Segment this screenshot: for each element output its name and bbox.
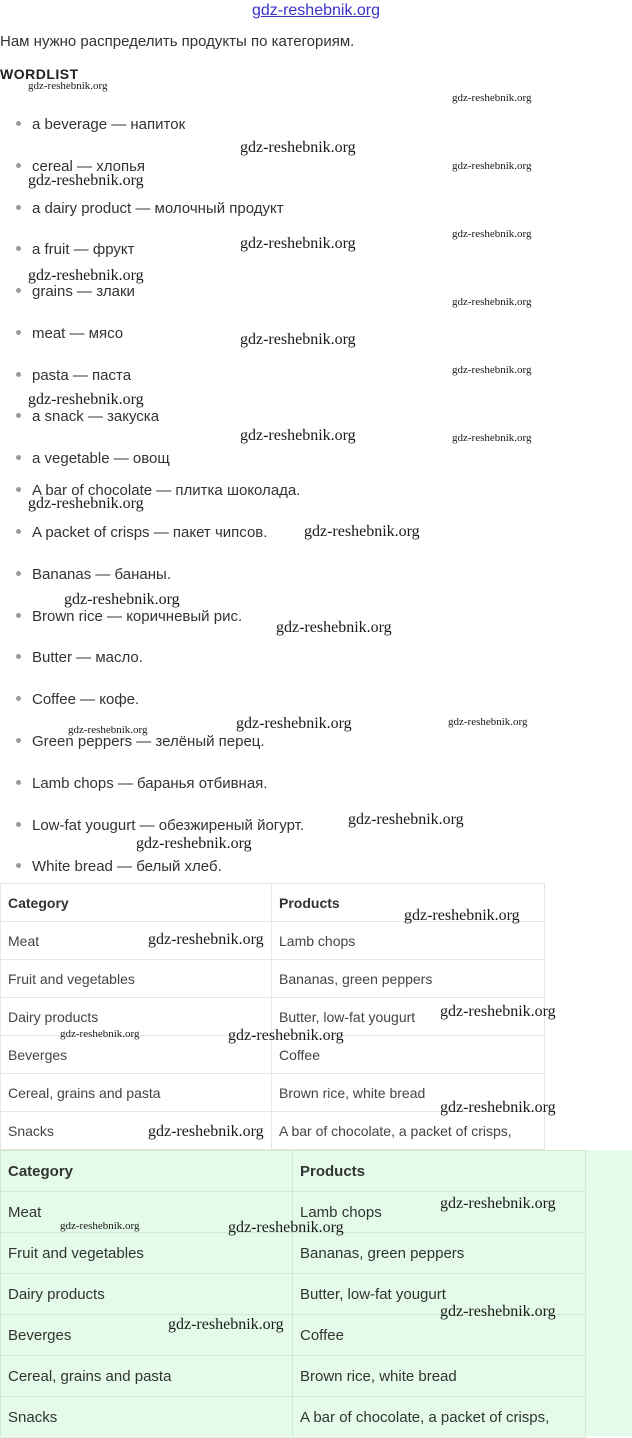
- bullet-icon: [16, 163, 21, 168]
- watermark: gdz-reshebnik.org: [236, 715, 352, 732]
- watermark: gdz-reshebnik.org: [240, 427, 356, 444]
- site-header-link[interactable]: gdz-reshebnik.org: [251, 2, 381, 19]
- wordlist-title: WORDLIST: [0, 66, 79, 82]
- category-cell: Fruit and vegetables: [1, 1233, 293, 1274]
- bullet-icon: [16, 121, 21, 126]
- watermark: gdz-reshebnik.org: [60, 1028, 140, 1040]
- bullet-icon: [16, 288, 21, 293]
- bullet-icon: [16, 529, 21, 534]
- bullet-icon: [16, 205, 21, 210]
- wordlist-item: a snack — закуска: [16, 408, 159, 425]
- products-cell: Bananas, green peppers: [293, 1233, 586, 1274]
- watermark: gdz-reshebnik.org: [348, 811, 464, 828]
- products-cell: Brown rice, white bread: [272, 1074, 545, 1112]
- watermark: gdz-reshebnik.org: [452, 160, 532, 172]
- wordlist-item: meat — мясо: [16, 325, 123, 342]
- products-cell: A bar of chocolate, a packet of crisps,: [272, 1112, 545, 1150]
- bullet-icon: [16, 780, 21, 785]
- bullet-icon: [16, 330, 21, 335]
- table-header-row: [1, 1151, 586, 1192]
- category-cell: Dairy products: [1, 998, 272, 1036]
- wordlist-item: White bread — белый хлеб.: [16, 858, 222, 875]
- watermark: gdz-reshebnik.org: [64, 591, 180, 608]
- header-category: Category: [1, 1151, 293, 1192]
- products-cell: A bar of chocolate, a packet of crisps,: [293, 1397, 586, 1438]
- watermark: gdz-reshebnik.org: [28, 80, 108, 92]
- header-products: Products: [272, 884, 545, 922]
- watermark: gdz-reshebnik.org: [136, 835, 252, 852]
- watermark: gdz-reshebnik.org: [440, 1303, 556, 1320]
- wordlist-item: Lamb chops — баранья отбивная.: [16, 775, 267, 792]
- wordlist-item: a fruit — фрукт: [16, 241, 134, 258]
- bullet-icon: [16, 822, 21, 827]
- bullet-icon: [16, 413, 21, 418]
- wordlist-item: A packet of crisps — пакет чипсов.: [16, 524, 267, 541]
- watermark: gdz-reshebnik.org: [452, 296, 532, 308]
- wordlist-item: a beverage — напиток: [16, 116, 185, 133]
- wordlist-item: Green peppers — зелёный перец.: [16, 733, 265, 750]
- products-cell: Coffee: [293, 1315, 586, 1356]
- table-row: [1, 1233, 586, 1274]
- answer-table: [0, 1150, 586, 1438]
- table-row: [1, 960, 545, 998]
- watermark: gdz-reshebnik.org: [452, 228, 532, 240]
- wordlist-item: Coffee — кофе.: [16, 691, 139, 708]
- watermark: gdz-reshebnik.org: [240, 331, 356, 348]
- table-row: [1, 1112, 545, 1150]
- watermark: gdz-reshebnik.org: [440, 1195, 556, 1212]
- watermark: gdz-reshebnik.org: [440, 1003, 556, 1020]
- watermark: gdz-reshebnik.org: [304, 523, 420, 540]
- wordlist-item: Butter — масло.: [16, 649, 143, 666]
- watermark: gdz-reshebnik.org: [452, 364, 532, 376]
- watermark: gdz-reshebnik.org: [228, 1219, 344, 1236]
- watermark: gdz-reshebnik.org: [28, 391, 144, 408]
- table-row: [1, 1397, 586, 1438]
- category-cell: Snacks: [1, 1112, 272, 1150]
- wordlist-item: Low-fat yougurt — обезжиреный йогурт.: [16, 817, 304, 834]
- wordlist-item: A bar of chocolate — плитка шоколада.: [16, 482, 300, 499]
- watermark: gdz-reshebnik.org: [240, 235, 356, 252]
- products-cell: Coffee: [272, 1036, 545, 1074]
- bullet-icon: [16, 696, 21, 701]
- wordlist-item: a vegetable — овощ: [16, 450, 170, 467]
- products-cell: Bananas, green peppers: [272, 960, 545, 998]
- wordlist-item: cereal — хлопья: [16, 158, 145, 175]
- watermark: gdz-reshebnik.org: [28, 172, 144, 189]
- bullet-icon: [16, 654, 21, 659]
- products-cell: Brown rice, white bread: [293, 1356, 586, 1397]
- category-cell: Beverges: [1, 1036, 272, 1074]
- watermark: gdz-reshebnik.org: [276, 619, 392, 636]
- watermark: gdz-reshebnik.org: [148, 931, 264, 948]
- watermark: gdz-reshebnik.org: [28, 495, 144, 512]
- watermark: gdz-reshebnik.org: [228, 1027, 344, 1044]
- wordlist-item: a dairy product — молочный продукт: [16, 200, 284, 217]
- wordlist-item: Brown rice — коричневый рис.: [16, 608, 242, 625]
- intro-text: Нам нужно распределить продукты по категориям.: [0, 33, 355, 50]
- watermark: gdz-reshebnik.org: [60, 1220, 140, 1232]
- bullet-icon: [16, 246, 21, 251]
- header-products: Products: [293, 1151, 586, 1192]
- wordlist-item: pasta — паста: [16, 367, 131, 384]
- category-cell: Cereal, grains and pasta: [1, 1074, 272, 1112]
- watermark: gdz-reshebnik.org: [240, 139, 356, 156]
- watermark: gdz-reshebnik.org: [404, 907, 520, 924]
- category-cell: Cereal, grains and pasta: [1, 1356, 293, 1397]
- products-cell: Butter, low-fat yougurt: [272, 998, 545, 1036]
- products-cell: Lamb chops: [272, 922, 545, 960]
- watermark: gdz-reshebnik.org: [28, 267, 144, 284]
- wordlist-item: grains — злаки: [16, 283, 135, 300]
- table-row: [1, 922, 545, 960]
- bullet-icon: [16, 613, 21, 618]
- category-cell: Fruit and vegetables: [1, 960, 272, 998]
- products-cell: Butter, low-fat yougurt: [293, 1274, 586, 1315]
- bullet-icon: [16, 571, 21, 576]
- bullet-icon: [16, 738, 21, 743]
- category-cell: Snacks: [1, 1397, 293, 1438]
- watermark: gdz-reshebnik.org: [440, 1099, 556, 1116]
- watermark: gdz-reshebnik.org: [148, 1123, 264, 1140]
- category-cell: Dairy products: [1, 1274, 293, 1315]
- watermark: gdz-reshebnik.org: [452, 432, 532, 444]
- header-category: Category: [1, 884, 272, 922]
- category-cell: Meat: [1, 1192, 293, 1233]
- watermark: gdz-reshebnik.org: [68, 724, 148, 736]
- products-cell: Lamb chops: [293, 1192, 586, 1233]
- bullet-icon: [16, 863, 21, 868]
- watermark: gdz-reshebnik.org: [168, 1316, 284, 1333]
- bullet-icon: [16, 455, 21, 460]
- watermark: gdz-reshebnik.org: [448, 716, 528, 728]
- category-cell: Meat: [1, 922, 272, 960]
- bullet-icon: [16, 487, 21, 492]
- table-row: [1, 1356, 586, 1397]
- watermark: gdz-reshebnik.org: [452, 92, 532, 104]
- category-cell: Beverges: [1, 1315, 293, 1356]
- wordlist-item: Bananas — бананы.: [16, 566, 171, 583]
- bullet-icon: [16, 372, 21, 377]
